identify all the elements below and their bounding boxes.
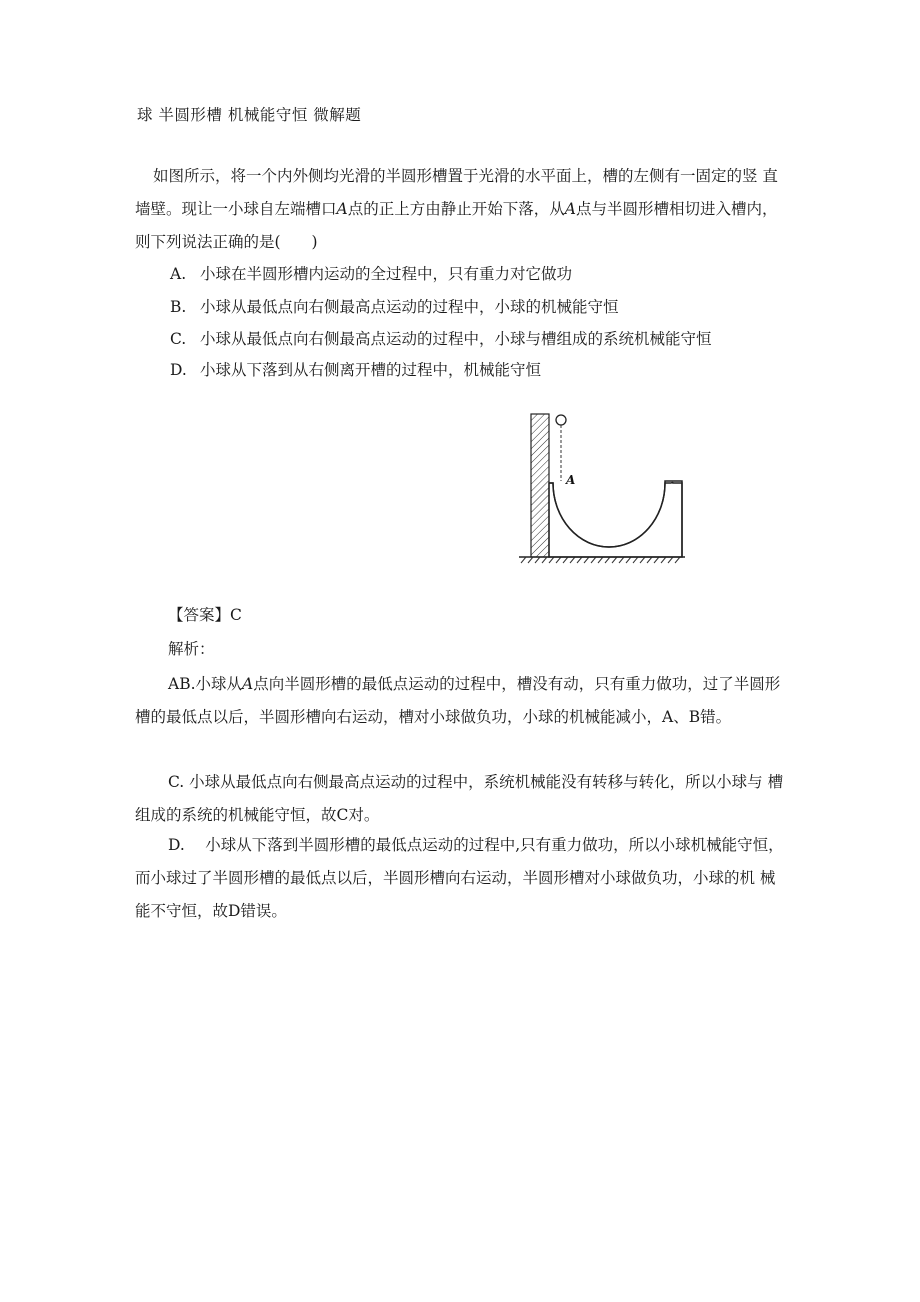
answer: 【答案】C [168,606,242,624]
option-c [170,327,712,349]
doc-title: 球 半圆形槽 机械能守恒 微解题 [137,106,362,124]
option-a [170,262,572,284]
stem-part-2: 点的正上方由静止开始下落，从 [347,200,565,218]
point-a-label: A [566,473,576,487]
option-text: 小球在半圆形槽内运动的全过程中，只有重力对它做功 [200,265,573,283]
solution-ab-part-1: AB.小球从 [168,675,243,693]
semicircular-groove [549,483,682,558]
option-text: 小球从最低点向右侧最高点运动的过程中，小球的机械能守恒 [200,298,619,316]
option-label: C. [170,330,187,348]
ground-hatch [521,557,680,563]
stem-part-1: 如图所示，将一个内外侧均光滑的半圆形槽置于光滑的水平面上，槽的左侧有一固定的竖 直墙壁。现让一小球自左端槽口 [135,167,778,218]
stem-var-a2: A [564,200,576,218]
option-text: 小球从最低点向右侧最高点运动的过程中，小球与槽组成的系统机械能守恒 [200,330,712,348]
physics-figure [515,408,690,573]
stem-part-3: 点与半圆形槽相切进入槽内，则下列说法正确的是( ) [135,200,778,251]
option-d [170,358,541,380]
analysis-label: 解析： [168,640,215,658]
option-label: B. [170,298,187,316]
solution-c: C. 小球从最低点向右侧最高点运动的过程中，系统机械能没有转移与转化，所以小球与 槽组成的系统的机械能守恒，故C对。 [135,773,784,824]
solution-ab-var: A [242,675,254,693]
solution-d: D. 小球从下落到半圆形槽的最低点运动的过程中,只有重力做功，所以小球机械能守恒， 而小球过了半圆形槽的最低点以后，半圆形槽向右运动，半圆形槽对小球做负功，小球的机 械能不守恒，故D错误。 [135,836,792,920]
ball [556,415,566,425]
option-text: 小球从下落到从右侧离开槽的过程中，机械能守恒 [200,361,542,379]
option-label: D. [170,361,187,379]
option-b [170,295,619,317]
option-label: A. [170,265,187,283]
solution-ab [135,668,790,734]
groove-outline [549,481,682,557]
solution-ab-part-2: 点向半圆形槽的最低点运动的过程中，槽没有动，只有重力做功，过了半圆形槽的最低点以后，半圆形槽向右运动，槽对小球做负功，小球的机械能减小，A、B错。 [135,675,781,726]
stem-var-a1: A [336,200,348,218]
wall [531,414,549,557]
question-stem [135,160,785,259]
